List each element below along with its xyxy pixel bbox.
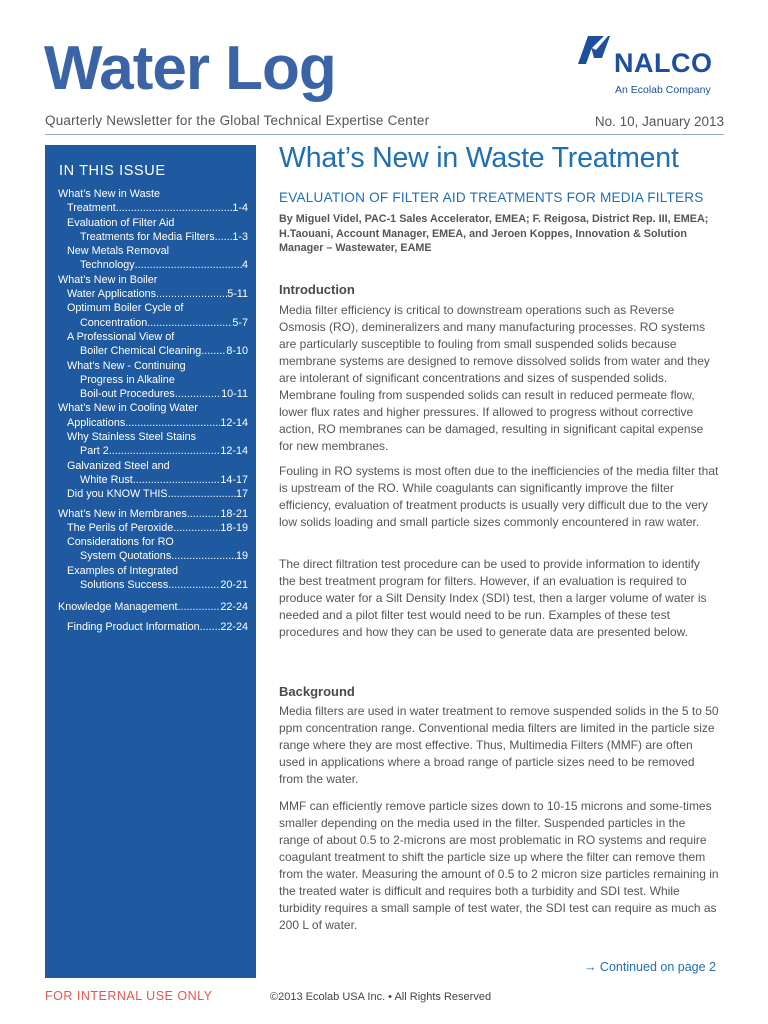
toc-item-label: Evaluation of Filter Aid	[67, 216, 175, 229]
toc-leader-dots	[133, 473, 221, 487]
toc-item[interactable]	[58, 521, 248, 535]
toc-item-label: Galvanized Steel and	[67, 459, 170, 472]
toc-item[interactable]	[58, 487, 248, 501]
toc-leader-dots	[215, 230, 233, 244]
toc-leader-dots	[109, 444, 221, 458]
sidebar-heading: IN THIS ISSUE	[59, 163, 166, 179]
toc-item[interactable]	[58, 459, 248, 488]
toc-page-number: 18-21	[220, 507, 248, 520]
paragraph: Media filter efficiency is critical to downstream operations such as Reverse Osmosis (RO), demineralizers and many manufacturing processes. RO systems are particularly susceptible to fouling from small suspended solids because membrane systems are designed to remove dissolved solids from water and they are intolerant of significant concentrations and sizes of suspended solids. Membrane fouling from suspended solids can result in reduced permeate flow, lower flux rates and higher pressures. If allowed to progress without corrective action, RO membranes can be damaged, resulting in significant capital expense for new membranes.	[279, 303, 710, 453]
toc-item-label: Finding Product Information	[67, 620, 200, 633]
toc-leader-dots	[125, 416, 220, 430]
toc-page-number: 8-10	[226, 345, 248, 358]
toc-page-number: 1-4	[232, 202, 248, 215]
toc-item-label: Examples of Integrated	[67, 564, 179, 577]
toc-leader-dots	[156, 287, 227, 301]
toc-leader-dots	[135, 258, 242, 272]
section-heading-introduction: Introduction	[279, 282, 355, 297]
copyright-notice: ©2013 Ecolab USA Inc. • All Rights Reserved	[270, 991, 492, 1003]
toc-item-label: Technology	[80, 259, 135, 272]
toc-item-label: What’s New in Membranes	[58, 507, 187, 520]
toc-item-label: What’s New in Cooling Water	[58, 402, 198, 415]
toc-item-label: Boiler Chemical Cleaning	[80, 345, 202, 358]
toc-item-label: Solutions Success	[80, 579, 169, 592]
toc-page-number: 17	[235, 488, 248, 501]
toc-page-number: 14-17	[220, 473, 248, 486]
toc-item[interactable]	[58, 216, 248, 245]
newsletter-subtitle: Quarterly Newsletter for the Global Technical Expertise Center	[45, 113, 430, 128]
toc-item-label: Treatments for Media Filters	[80, 230, 215, 243]
toc-item[interactable]	[58, 359, 248, 402]
nalco-logo	[574, 34, 729, 100]
toc-item-label: Applications	[67, 416, 126, 429]
toc-item-label: What’s New in Boiler	[58, 273, 158, 286]
toc-leader-dots	[187, 507, 221, 521]
toc-item-label: Knowledge Management	[58, 601, 178, 614]
paragraph: Media filters are used in water treatment to remove suspended solids in the 5 to 50 ppm concentration range. Conventional media filters are limited in the particle size range where they are most effective. Thus, Multimedia Filters (MMF) are often used in applications where a broad range of particle sizes need to be removed from the water.	[279, 704, 719, 786]
toc-page-number: 5-7	[232, 316, 248, 329]
toc-leader-dots	[116, 201, 233, 215]
header-divider	[45, 134, 724, 135]
toc-item-label: Concentration	[80, 316, 148, 329]
toc-item-label: Progress in Alkaline	[80, 373, 175, 386]
toc-page-number: 12-14	[220, 416, 248, 429]
toc-page-number: 20-21	[220, 579, 248, 592]
toc-page-number: 10-11	[221, 388, 248, 401]
toc-page-number: 18-19	[220, 521, 248, 534]
toc-item-label: Did you KNOW THIS	[67, 488, 168, 501]
toc-item[interactable]	[58, 564, 248, 593]
in-this-issue-sidebar	[45, 145, 256, 978]
toc-leader-dots	[168, 578, 220, 592]
toc-item-label: Treatment	[67, 202, 116, 215]
toc-item[interactable]	[58, 430, 248, 459]
toc-item[interactable]	[58, 507, 248, 521]
nalco-logo-icon	[574, 34, 612, 68]
toc-item[interactable]	[58, 620, 248, 634]
logo-wordmark: NALCO	[614, 48, 713, 78]
table-of-contents	[58, 187, 248, 634]
article-headline: What’s New in Waste Treatment	[279, 142, 679, 174]
toc-leader-dots	[177, 600, 220, 614]
toc-leader-dots	[171, 549, 236, 563]
toc-item-label: System Quotations	[80, 550, 172, 563]
toc-leader-dots	[168, 487, 236, 501]
continued-link[interactable]: → Continued on page 2	[583, 960, 716, 974]
toc-item[interactable]	[58, 401, 248, 430]
toc-item-label: Water Applications	[67, 288, 157, 301]
toc-item[interactable]	[58, 330, 248, 359]
paragraph: MMF can efficiently remove particle sizes down to 10-15 microns and some-times smaller depending on the media used in the filter. Suspended particles in the range of about 0.5 to 2-microns are most problematic in RO systems and require coagulant treatment to shift the particle size up where the filter can remove them from the water. Measuring the amount of 0.5 to 2 micron size particles remaining in the treated water is difficult and requires both a turbidity and SDI test. While turbidity requires a small sample of test water, the SDI test can require as much as 200 L of water.	[279, 799, 719, 932]
section-heading-background: Background	[279, 684, 355, 699]
toc-item-label: What’s New - Continuing	[67, 359, 186, 372]
toc-item[interactable]	[58, 244, 248, 273]
toc-item-label: Considerations for RO	[67, 536, 174, 549]
toc-item[interactable]	[58, 600, 248, 614]
toc-page-number: 4	[241, 259, 248, 272]
internal-use-notice: FOR INTERNAL USE ONLY	[45, 989, 213, 1003]
logo-tagline: An Ecolab Company	[615, 84, 711, 96]
toc-page-number: 1-3	[232, 230, 248, 243]
toc-item[interactable]	[58, 301, 248, 330]
paragraph: The direct filtration test procedure can be used to provide information to identify the best treatment program for filters. However, if an evaluation is required to produce water for a Silt Density Index (SDI) test, then a larger volume of water is needed and a pilot filter test would need to be run. Examples of these test procedures and how they can be used to generate data are presented below.	[279, 557, 707, 639]
issue-number: No. 10, January 2013	[594, 114, 724, 129]
toc-leader-dots	[173, 521, 220, 535]
toc-item-label: Part 2	[80, 445, 109, 458]
newsletter-title: Water Log	[44, 34, 336, 103]
toc-page-number: 19	[235, 550, 248, 563]
toc-leader-dots	[200, 620, 221, 634]
toc-item-label: Optimum Boiler Cycle of	[67, 302, 184, 315]
article-kicker: EVALUATION OF FILTER AID TREATMENTS FOR MEDIA FILTERS	[279, 190, 704, 205]
toc-item[interactable]	[58, 273, 248, 302]
toc-page-number: 12-14	[220, 445, 248, 458]
toc-page-number: 5-11	[227, 288, 248, 301]
toc-item-label: White Rust	[80, 473, 133, 486]
paragraph: Fouling in RO systems is most often due to the inefficiencies of the media filter that is upstream of the RO. While coagulants can significantly improve the filter efficiency, evaluation of treatment products is usually very difficult due to the very low solids loading and small particle sizes commonly encountered in raw water.	[279, 464, 719, 529]
toc-item[interactable]	[58, 535, 248, 564]
toc-item-label: What’s New in Waste	[58, 188, 161, 200]
toc-item-label: The Perils of Peroxide	[67, 521, 174, 534]
toc-leader-dots	[147, 316, 232, 330]
toc-leader-dots	[201, 344, 226, 358]
toc-item-label: Why Stainless Steel Stains	[67, 431, 197, 444]
toc-item-label: Boil-out Procedures	[80, 388, 175, 401]
toc-page-number: 22-24	[220, 620, 248, 633]
toc-leader-dots	[175, 387, 221, 401]
article-byline: By Miguel Videl, PAC-1 Sales Accelerator, EMEA; F. Reigosa, District Rep. III, EMEA; H.Taouani, Account Manager, EMEA, and Jeroen Koppes, Innovation & Solution Manager – Wastewater, EAME	[279, 213, 709, 254]
toc-item[interactable]	[58, 187, 248, 216]
toc-page-number: 22-24	[220, 601, 248, 614]
toc-item-label: A Professional View of	[67, 330, 175, 343]
toc-item-label: New Metals Removal	[67, 245, 170, 258]
